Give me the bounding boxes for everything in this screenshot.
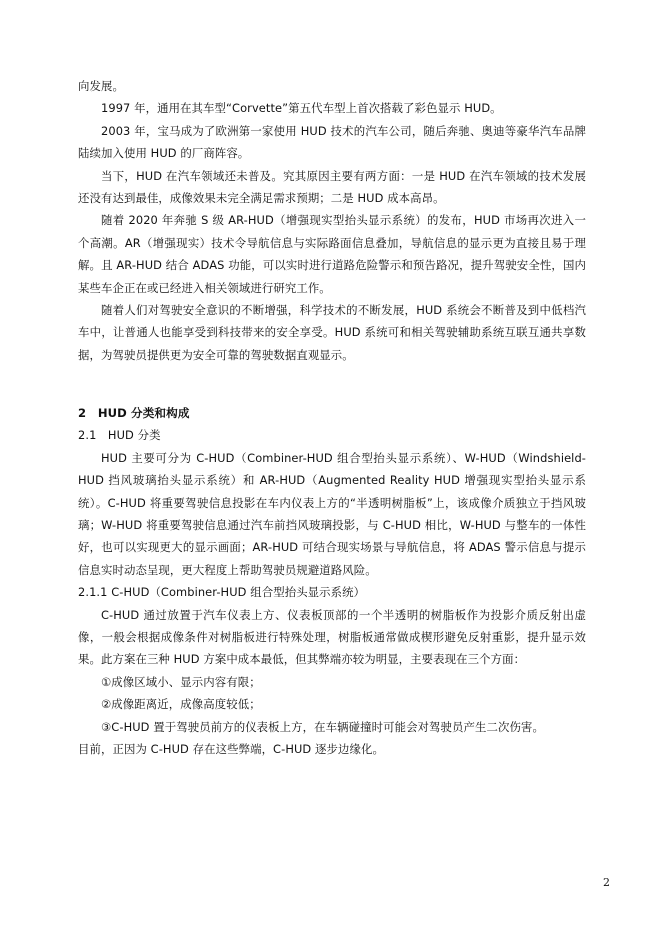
list-item: ①成像区域小、显示内容有限；	[101, 674, 261, 689]
paragraph-c-hud: C-HUD 通过放置于汽车仪表上方、仪表板顶部的一个半透明的树脂板作为投影介质反射出虚像，一般会根据成像条件对树脂板进行特殊处理，树脂板通常做成楔形避免反射重影，提升显示效果。此方案在三种 HUD 方案中成本最低，但其弊端亦较为明显，主要表现在三个方面：	[78, 607, 586, 667]
paragraph-current-status: 当下，HUD 在汽车领域还未普及。究其原因主要有两方面：一是 HUD 在汽车领域的技术发展还没有达到最佳，成像效果未完全满足需求预期；二是 HUD 成本高昂。	[78, 168, 586, 206]
paragraph-2003: 2003 年，宝马成为了欧洲第一家使用 HUD 技术的汽车公司，随后奔驰、奥迪等豪华汽车品牌陆续加入使用 HUD 的厂商阵容。	[78, 123, 586, 161]
list-item: ②成像距离近，成像高度较低；	[101, 697, 261, 712]
section-heading: 2 HUD 分类和构成	[78, 406, 190, 420]
classification-section	[78, 402, 586, 761]
paragraph-1997: 1997 年，通用在其车型“Corvette”第五代车型上首次搭载了彩色显示 HUD。	[101, 101, 502, 116]
continued-paragraph: 向发展。	[78, 79, 124, 93]
paragraph-ar-hud: 随着 2020 年奔驰 S 级 AR-HUD（增强现实型抬头显示系统）的发布，HUD 市场再次进入一个高潮。AR（增强现实）技术令导航信息与实际路面信息叠加，导航信息的显示更为直接且易于理解。且 AR-HUD 结合 ADAS 功能，可以实时进行道路危险警示和预告路况，提升驾驶安全性，国内某些车企正在或已经进入相关领域进行研究工作。	[78, 213, 586, 295]
paragraph-outlook: 随着人们对驾驶安全意识的不断增强，科学技术的不断发展，HUD 系统会不断普及到中低档汽车中，让普通人也能享受到科技带来的安全享受。HUD 系统可和相关驾驶辅助系统互联互通共享数据，为驾驶员提供更为安全可靠的驾驶数据直观显示。	[78, 303, 586, 362]
list-item: ③C-HUD 置于驾驶员前方的仪表板上方，在车辆碰撞时可能会对驾驶员产生二次伤害。	[101, 719, 544, 734]
subsection-heading-2-1-1: 2.1.1 C-HUD（Combiner-HUD 组合型抬头显示系统）	[78, 585, 366, 600]
page-number: 2	[603, 876, 610, 889]
paragraph-conclusion: 目前，正因为 C-HUD 存在这些弊端，C-HUD 逐步边缘化。	[78, 742, 384, 757]
history-section	[78, 75, 586, 366]
paragraph-hud-types: HUD 主要可分为 C-HUD（Combiner-HUD 组合型抬头显示系统）、W-HUD（Windshield-HUD 挡风玻璃抬头显示系统）和 AR-HUD（Augmented Reality HUD 增强现实型抬头显示系统）。C-HUD 将重要驾驶信息投影在车内仪表上方的“半透明树脂板”上，该成像介质独立于挡风玻璃；W-HUD 将重要驾驶信息通过汽车前挡风玻璃投影，与 C-HUD 相比，W-HUD 与整车的一体性好，也可以实现更大的显示画面；AR-HUD 可结合现实场景与导航信息，将 ADAS 警示信息与提示信息实时动态呈现，更大程度上帮助驾驶员规避道路风险。	[78, 450, 586, 577]
subsection-heading-2-1: 2.1 HUD 分类	[78, 428, 161, 443]
